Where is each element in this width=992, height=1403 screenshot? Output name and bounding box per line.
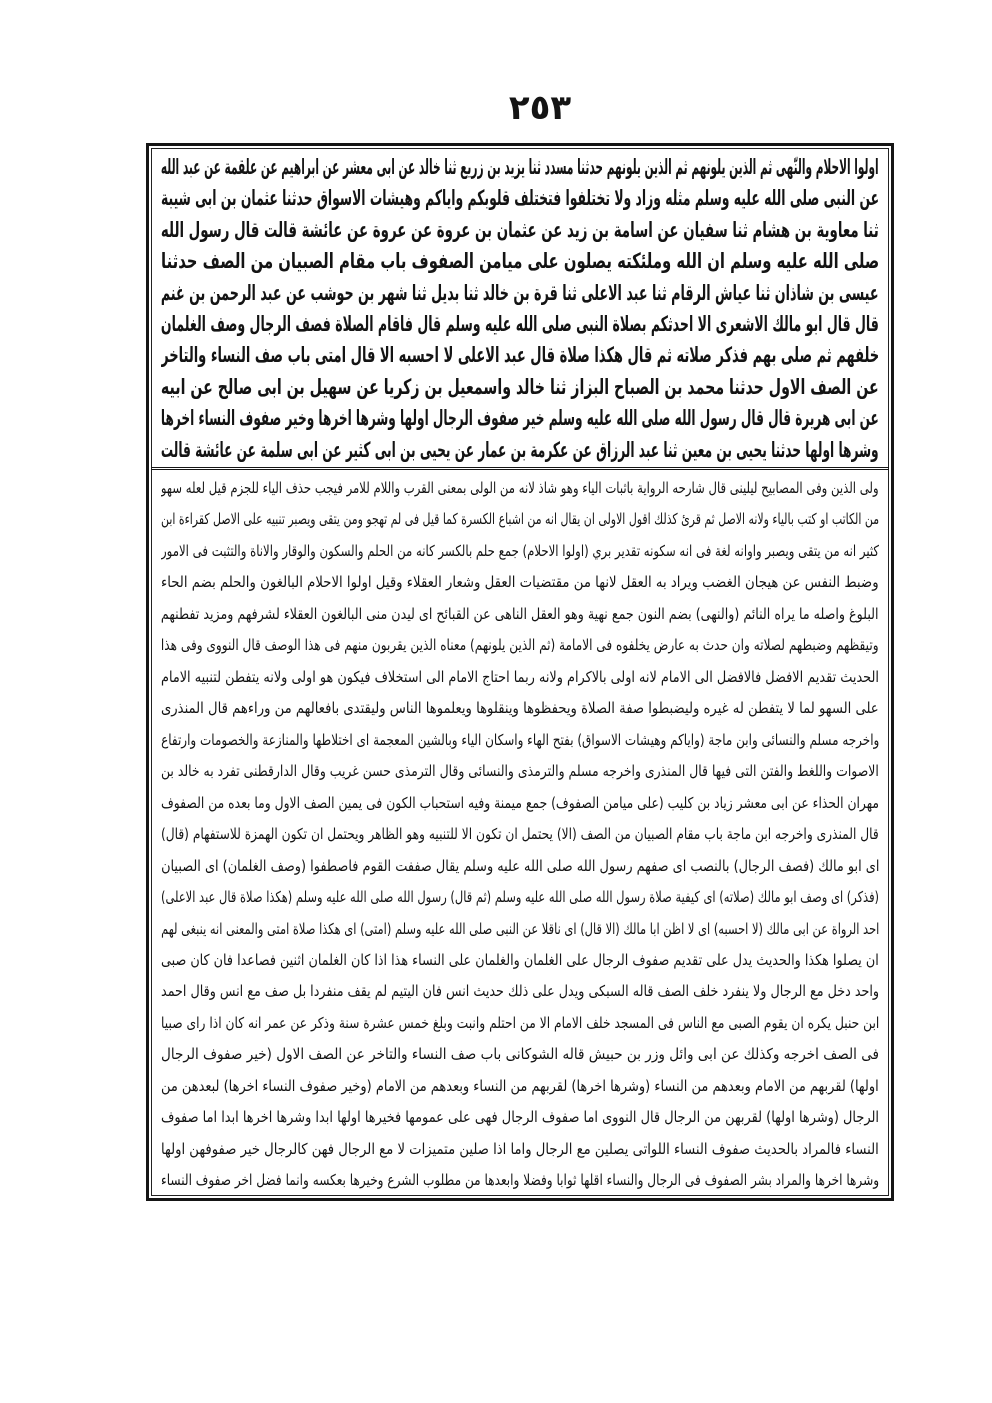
commentary-text [161, 473, 879, 1197]
hadith-line-text: اولوا الاحلام والنّهى ثم الذين يلونهم ثم الذين يلونهم حدثنا مسدد ثنا يزيد بن زريع ثنا خالد عن ابى معشر عن ابراهيم عن علقمة عن عبد الله [161, 155, 879, 180]
commentary-line-text: مهران الحذاء عن ابى معشر زياد بن كليب (على ميامن الصفوف) جمع ميمنة وفيه استحباب الكون فى يمين الصف الاول وما بعده من الصفوف [161, 793, 879, 812]
commentary-line-text: ابن حنبل يكره ان يقوم الصبى مع الناس فى المسجد خلف الامام الا من احتلم وانبت وبلغ خمس عشرة سنة وذكر عن عمر انه كان اذا راى صبيا [161, 1013, 879, 1032]
commentary-line [161, 914, 879, 945]
hadith-line [161, 183, 879, 214]
commentary-line [161, 630, 879, 661]
commentary-line-text: اى ابو مالك (فصف الرجال) بالنصب اى صفهم رسول الله صلى الله عليه وسلم يقال صففت القوم فاصطفوا (وصف الغلمان) اى الصبيان [161, 856, 879, 875]
commentary-line-text: وتيقظهم وضبطهم لصلاته وان حدث به عارض يخلفوه فى الامامة (ثم الذين يلونهم) معناه الذين يقربون منهم فى هذا الوصف قال النووى وفى هذا [161, 636, 879, 655]
hadith-line [161, 278, 879, 309]
section-divider [151, 467, 889, 470]
commentary-line [161, 851, 879, 882]
hadith-line-text: صلى الله عليه وسلم ان الله وملئكته يصلون على ميامن الصفوف باب مقام الصبيان من الصف حدثنا [161, 249, 879, 274]
commentary-line [161, 662, 879, 693]
commentary-line [161, 788, 879, 819]
commentary-line [161, 1134, 879, 1165]
commentary-line-text: (فذكر) اى وصف ابو مالك (صلاته) اى كيفية صلاة رسول الله صلى الله عليه وسلم (ثم قال) رسول الله صلى الله عليه وسلم (هكذا صلاة قال عبد الاعلى) [161, 888, 879, 907]
hadith-line [161, 340, 879, 371]
commentary-line-text: فى الصف اخرجه وكذلك عن ابى وائل وزر بن حبيش قاله الشوكانى باب صف النساء والتاخر عن الصف الاول (خير صفوف الرجال [161, 1045, 879, 1064]
commentary-line-text: على السهو لما لا يتفطن له غيره وليضبطوا صفة الصلاة ويحفظوها وينقلوها ويعلموها الناس وليقتدى بافعالهم من وراءهم قال المنذرى [161, 699, 879, 718]
hadith-text [161, 152, 879, 466]
commentary-line [161, 599, 879, 630]
commentary-line [161, 882, 879, 913]
hadith-line-text: عن ابى هريرة قال قال رسول الله صلى الله عليه وسلم خير صفوف الرجال اولها وشرها اخرها وخير صفوف النساء اخرها [161, 406, 879, 431]
commentary-line-text: الرجال (وشرها اولها) لقربهن من الرجال قال النووى اما صفوف الرجال فهى على عمومها فخيرها اولها ابدا وشرها اخرها ابدا اما صفوف [161, 1108, 879, 1127]
commentary-line [161, 725, 879, 756]
commentary-line [161, 1165, 879, 1196]
hadith-line-text: عن النبى صلى الله عليه وسلم مثله وزاد ولا تختلفوا فتختلف قلوبكم واياكم وهيشات الاسواق حدثنا عثمان بن ابى شيبة [161, 186, 879, 211]
commentary-line [161, 504, 879, 535]
commentary-line-text: كثير انه من يتقى ويصبر واوانه لغة فى انه سكونه تقدير بري (اولوا الاحلام) جمع حلم بالكسر كانه من الحلم والسكون والوقار والاناة والتثبت فى الامور [161, 541, 879, 560]
commentary-line-text: وضبط النفس عن هيجان الغضب ويراد به العقل لانها من مقتضيات العقل وشعار العقلاء وقيل اولوا الاحلام البالغون والحلم بضم الحاء [161, 573, 879, 592]
page-number: ٢٥٣ [508, 88, 572, 128]
commentary-line-text: ولى الذين وفى المصابيح ليلينى قال شارحه الرواية باثبات الياء وهو شاذ لانه من الولى بمعنى القرب واللام للامر فيجب حذف الياء للجزم قيل لعله سهو [161, 478, 879, 497]
commentary-line [161, 1008, 879, 1039]
hadith-line [161, 152, 879, 183]
commentary-line-text: وشرها اخرها والمراد بشر الصفوف فى الرجال والنساء اقلها ثوابا وفضلا وابعدها من مطلوب الشرع وخيرها بعكسه وانما فضل اخر صفوف النساء [161, 1171, 879, 1190]
commentary-line [161, 693, 879, 724]
hadith-line [161, 246, 879, 277]
commentary-line-text: قال المنذرى واخرجه ابن ماجة باب مقام الصبيان من الصف (الا) يحتمل ان تكون الا للتنبيه وهو الظاهر ويحتمل ان تكون الهمزة للاستفهام (قال) [161, 825, 879, 844]
hadith-line-text: ثنا معاوية بن هشام ثنا سفيان عن اسامة بن زيد عن عثمان بن عروة عن عروة عن عائشة قالت قال رسول الله [161, 217, 879, 242]
hadith-line-text: عيسى بن شاذان ثنا عياش الرقام ثنا عبد الاعلى ثنا قرة بن خالد ثنا بديل ثنا شهر بن حوشب عن عبد الرحمن بن غنم [161, 280, 879, 305]
hadith-line-text: خلفهم ثم صلى بهم فذكر صلاته ثم قال هكذا صلاة قال عبد الاعلى لا احسبه الا قال امتى باب صف النساء والتاخر [161, 343, 879, 368]
hadith-line [161, 435, 879, 466]
hadith-line-text: وشرها اولها حدثنا يحيى بن معين ثنا عبد الرزاق عن عكرمة بن عمار عن يحيى بن ابى كثير عن ابى سلمة عن عائشة قالت [161, 437, 879, 462]
commentary-line [161, 945, 879, 976]
commentary-line-text: البلوغ واصله ما يراه النائم (والنهى) بضم النون جمع نهية وهو العقل الناهى عن القبائح اى ليدن منى البالغون العقلاء لشرفهم ومزيد تفطنهم [161, 604, 879, 623]
commentary-line-text: من الكاتب او كتب بالياء ولانه الاصل ثم قرئ كذلك اقول الاولى ان يقال انه من اشباع الكسرة كما قيل فى لم تهجو ومن يتقى ويصبر تنبيه على الاصل كقراءة ابن [161, 510, 879, 529]
commentary-line [161, 536, 879, 567]
commentary-line [161, 1102, 879, 1133]
hadith-line-text: قال قال ابو مالك الاشعرى الا احدثكم بصلاة النبى صلى الله عليه وسلم قال فاقام الصلاة فصف الرجال وصف الغلمان [161, 312, 879, 336]
commentary-line [161, 1071, 879, 1102]
commentary-line-text: احد الرواة عن ابى مالك (لا احسبه) اى لا اظن ابا مالك (الا قال) اى ناقلا عن النبى صلى الله عليه وسلم (امتى) اى هكذا صلاة امتى والمعنى انه ينبغى لهم [161, 919, 879, 938]
hadith-line-text: عن الصف الاول حدثنا محمد بن الصباح البزاز ثنا خالد واسمعيل بن زكريا عن سهيل بن ابى صالح عن ابيه [161, 374, 879, 399]
commentary-line [161, 1039, 879, 1070]
text-frame [146, 143, 894, 1201]
hadith-line [161, 215, 879, 246]
hadith-line [161, 309, 879, 340]
commentary-line-text: ان يصلوا هكذا والحديث يدل على تقديم صفوف الرجال على الغلمان والغلمان على النساء هذا اذا كان الغلمان اثنين فصاعدا فان كان صبى [161, 951, 879, 970]
commentary-line-text: واخرجه مسلم والنسائى وابن ماجة (واياكم وهيشات الاسواق) بفتح الهاء واسكان الياء وبالشين المعجمة اى اختلاطها والمنازعة والخصومات وارتفاع [161, 730, 879, 749]
commentary-line [161, 473, 879, 504]
commentary-line [161, 819, 879, 850]
hadith-line [161, 372, 879, 403]
commentary-line [161, 977, 879, 1008]
commentary-line [161, 756, 879, 787]
commentary-line-text: الاصوات واللغط والفتن التى فيها قال المنذرى واخرجه مسلم والترمذى والنسائى وقال الترمذى حسن غريب وقال الدارقطنى تفرد به خالد بن [161, 762, 879, 781]
commentary-line-text: الحديث تقديم الافضل فالافضل الى الامام لانه اولى بالاكرام ولانه ربما احتاج الامام الى استخلاف فيكون هو اولى ولانه يتفطن لتنبيه الامام [161, 667, 879, 686]
commentary-line-text: اولها) لقربهم من الامام وبعدهم من النساء (وشرها اخرها) لقربهم من النساء وبعدهم من الامام (وخير صفوف النساء اخرها) لبعدهن من [161, 1076, 879, 1095]
commentary-line-text: واحد دخل مع الرجال ولا ينفرد خلف الصف قاله السبكى ويدل على ذلك حديث انس فان اليتيم لم يقف منفردا بل صف مع انس وقال احمد [161, 982, 879, 1001]
commentary-line [161, 567, 879, 598]
commentary-line-text: النساء فالمراد بالحديث صفوف النساء اللواتى يصلين مع الرجال واما اذا صلين متميزات لا مع الرجال فهن كالرجال خير صفوفهن اولها [161, 1139, 879, 1158]
hadith-line [161, 403, 879, 434]
